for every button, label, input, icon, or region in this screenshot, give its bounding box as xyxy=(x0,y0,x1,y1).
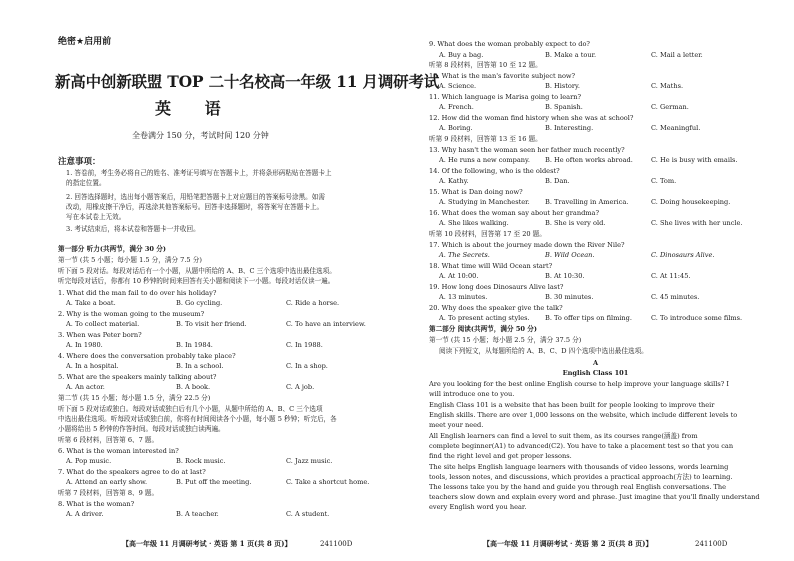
question-text: 18. What time will Wild Ocean start? xyxy=(429,262,553,270)
passage-line: will introduce one to you. xyxy=(429,390,515,398)
question-text: 5. What are the speakers mainly talking about? xyxy=(58,373,217,381)
option-b: B. Travelling in America. xyxy=(545,198,629,206)
option-b: B. To offer tips on filming. xyxy=(545,314,632,322)
option-a: A. French. xyxy=(439,103,474,111)
option-b: B. In a school. xyxy=(176,362,224,370)
question-text: 14. Of the following, who is the oldest? xyxy=(429,167,560,175)
option-b: B. Dan. xyxy=(545,177,570,185)
page-footer: 【高一年级 11 月调研考试 · 英语 第 2 页(共 8 页)】 xyxy=(483,539,653,548)
instruction-line: 听下面 5 段对话。每段对话后有一个小题，从题中所给的 A、B、C 三个选项中选出最佳选项。 xyxy=(58,267,336,275)
option-c: C. Doing housekeeping. xyxy=(651,198,731,206)
option-a: A. He runs a new company. xyxy=(439,156,531,164)
question-text: 11. Which language is Marisa going to learn? xyxy=(429,93,582,101)
note-line: 改动，用橡皮擦干净后，再选涂其他答案标号。回答非选择题时，将答案写在答题卡上。 xyxy=(66,203,324,211)
option-c: C. In a shop. xyxy=(286,362,328,370)
question-text: 13. Why hasn't the woman seen her father much recently? xyxy=(429,146,625,154)
exam-code: 241100D xyxy=(320,540,353,548)
group-heading: 听第 8 段材料，回答第 10 至 12 题。 xyxy=(429,61,542,69)
note-line: 2. 回答选择题时，选出每小题答案后，用铅笔把答题卡上对应题目的答案标号涂黑。如需 xyxy=(66,193,325,201)
instruction-line: 中选出最佳选项。听每段对话或独白前，你将有时间阅读各个小题，每小题 5 秒钟；听完后，各 xyxy=(58,415,337,423)
option-b: B. Wild Ocean. xyxy=(545,251,595,259)
question-text: 19. How long does Dinosaurs Alive last? xyxy=(429,283,564,291)
question-text: 1. What did the man fail to do over his holiday? xyxy=(58,289,217,297)
option-c: C. A job. xyxy=(286,383,315,391)
option-c: C. Mail a letter. xyxy=(651,51,703,59)
instruction-line: 听下面 5 段对话或独白。每段对话或独白后有几个小题，从题中所给的 A、B、C 三个选项 xyxy=(58,405,323,413)
part-heading: 第二部分 阅读(共两节，满分 50 分) xyxy=(429,325,538,333)
option-a: A. Boring. xyxy=(439,124,473,132)
part-heading: 第一部分 听力(共两节，满分 30 分) xyxy=(58,245,167,253)
passage-line: All English learners can find a level to suit them, as its courses range(涵盖) from xyxy=(429,432,698,440)
passage-line: meet your need. xyxy=(429,421,484,429)
option-c: C. To have an interview. xyxy=(286,320,366,328)
instruction-line: 阅读下列短文，从每题所给的 A、B、C、D 四个选项中选出最佳选项。 xyxy=(439,347,648,355)
note-line: 1. 答卷前，考生务必将自己的姓名、准考证号填写在答题卡上，并将条形码粘贴在答题卡上 xyxy=(66,169,332,177)
option-c: C. In 1988. xyxy=(286,341,323,349)
option-c: C. Dinosaurs Alive. xyxy=(651,251,715,259)
note-line: 3. 考试结束后，将本试卷和答题卡一并收回。 xyxy=(66,225,200,233)
option-a: A. The Secrets. xyxy=(439,251,490,259)
passage-line: find the right level and get proper lessons. xyxy=(429,452,572,460)
passage-line: The site helps English language learners with thousands of video lessons, words learning xyxy=(429,463,729,471)
passage-line: every English word you hear. xyxy=(429,503,527,511)
group-heading: 听第 6 段材料，回答第 6、7 题。 xyxy=(58,436,159,444)
option-b: B. Go cycling. xyxy=(176,299,223,307)
question-text: 16. What does the woman say about her grandma? xyxy=(429,209,600,217)
option-b: B. Interesting. xyxy=(545,124,594,132)
section-heading: 第一节 (共 15 小题；每小题 2.5 分，满分 37.5 分) xyxy=(429,336,582,344)
group-heading: 听第 10 段材料，回答第 17 至 20 题。 xyxy=(429,230,546,238)
option-a: A. In 1980. xyxy=(66,341,103,349)
passage-letter: A xyxy=(592,359,599,367)
question-text: 7. What do the speakers agree to do at last? xyxy=(58,468,206,476)
confidential-label: 绝密★启用前 xyxy=(58,37,112,47)
option-b: B. At 10:30. xyxy=(545,272,585,280)
option-a: A. To present acting styles. xyxy=(439,314,530,322)
option-a: A. Attend an early show. xyxy=(66,478,148,486)
option-b: B. In 1984. xyxy=(176,341,213,349)
option-a: A. 13 minutes. xyxy=(439,293,488,301)
group-heading: 听第 7 段材料，回答第 8、9 题。 xyxy=(58,489,159,497)
question-text: 3. When was Peter born? xyxy=(58,331,142,339)
option-a: A. To collect material. xyxy=(66,320,140,328)
group-heading: 听第 9 段材料，回答第 13 至 16 题。 xyxy=(429,135,542,143)
question-text: 12. How did the woman find history when she was at school? xyxy=(429,114,634,122)
option-c: C. At 11:45. xyxy=(651,272,691,280)
option-a: A. A driver. xyxy=(66,510,104,518)
option-c: C. Maths. xyxy=(651,82,684,90)
section-heading: 第一节 (共 5 小题；每小题 1.5 分，满分 7.5 分) xyxy=(58,256,202,264)
option-c: C. 45 minutes. xyxy=(651,293,700,301)
option-a: A. An actor. xyxy=(66,383,105,391)
option-a: A. Science. xyxy=(439,82,477,90)
question-text: 10. What is the man's favorite subject now? xyxy=(429,72,576,80)
option-c: C. To introduce some films. xyxy=(651,314,743,322)
instruction-line: 听完每段对话后，你都有 10 秒钟的时间来回答有关小题和阅读下一小题。每段对话仅读一遍。 xyxy=(58,277,335,285)
passage-line: English skills. There are over 1,000 lessons on the website, which include different levels to xyxy=(429,411,738,419)
note-line: 的指定位置。 xyxy=(66,179,106,187)
exam-page-2 xyxy=(397,0,794,561)
option-b: B. 30 minutes. xyxy=(545,293,594,301)
passage-line: teachers slow down and explain every word and phrase. Just imagine that you'll finally understand xyxy=(429,493,760,501)
question-text: 6. What is the woman interested in? xyxy=(58,447,179,455)
note-line: 写在本试卷上无效。 xyxy=(66,213,126,221)
option-b: B. She is very old. xyxy=(545,219,606,227)
question-text: 20. Why does the speaker give the talk? xyxy=(429,304,563,312)
option-b: B. Spanish. xyxy=(545,103,583,111)
option-a: A. Kathy. xyxy=(439,177,469,185)
passage-line: tools, lesson notes, and discussions, which provides a practical approach(方法) to learning. xyxy=(429,473,733,481)
option-c: C. German. xyxy=(651,103,689,111)
question-text: 8. What is the woman? xyxy=(58,500,135,508)
passage-line: English Class 101 is a website that has been built for people looking to improve their xyxy=(429,401,715,409)
passage-line: Are you looking for the best online English course to help improve your language skills? I xyxy=(429,380,729,388)
section-heading: 第二节 (共 15 小题；每小题 1.5 分，满分 22.5 分) xyxy=(58,394,211,402)
notes-heading: 注意事项： xyxy=(58,157,101,167)
question-text: 2. Why is the woman going to the museum? xyxy=(58,310,205,318)
option-b: B. He often works abroad. xyxy=(545,156,633,164)
option-c: C. Ride a horse. xyxy=(286,299,340,307)
exam-code: 241100D xyxy=(695,540,728,548)
option-b: B. Put off the meeting. xyxy=(176,478,252,486)
option-a: A. Buy a bag. xyxy=(439,51,484,59)
option-b: B. A book. xyxy=(176,383,211,391)
passage-title: English Class 101 xyxy=(562,369,629,377)
instruction-line: 小题将给出 5 秒钟的作答时间。每段对话或独白读两遍。 xyxy=(58,425,225,433)
passage-line: The lessons take you by the hand and guide you through real English conversations. The xyxy=(429,483,727,491)
score-info: 全卷满分 150 分，考试时间 120 分钟 xyxy=(132,131,269,140)
subject-title: 英 语 xyxy=(155,99,235,118)
question-text: 17. Which is about the journey made down the River Nile? xyxy=(429,241,625,249)
page-footer: 【高一年级 11 月调研考试 · 英语 第 1 页(共 8 页)】 xyxy=(122,539,292,548)
option-b: B. Make a tour. xyxy=(545,51,597,59)
option-b: B. History. xyxy=(545,82,580,90)
option-c: C. Take a shortcut home. xyxy=(286,478,370,486)
question-text: 4. Where does the conversation probably take place? xyxy=(58,352,236,360)
option-b: B. To visit her friend. xyxy=(176,320,247,328)
option-a: A. Studying in Manchester. xyxy=(439,198,530,206)
option-a: A. Take a boat. xyxy=(66,299,116,307)
option-a: A. She likes walking. xyxy=(439,219,509,227)
exam-title: 新高中创新联盟 TOP 二十名校高一年级 11 月调研考试 xyxy=(55,72,440,91)
question-text: 9. What does the woman probably expect to do? xyxy=(429,40,590,48)
option-c: C. Tom. xyxy=(651,177,677,185)
option-c: C. Jazz music. xyxy=(286,457,333,465)
question-text: 15. What is Dan doing now? xyxy=(429,188,523,196)
option-c: C. She lives with her uncle. xyxy=(651,219,743,227)
option-c: C. Meaningful. xyxy=(651,124,701,132)
option-a: A. Pop music. xyxy=(66,457,112,465)
option-c: C. He is busy with emails. xyxy=(651,156,738,164)
option-a: A. At 10:00. xyxy=(439,272,479,280)
option-c: C. A student. xyxy=(286,510,330,518)
passage-line: complete beginner(A1) to advanced(C2). You have to take a placement test so that you can xyxy=(429,442,734,450)
option-b: B. Rock music. xyxy=(176,457,226,465)
option-a: A. In a hospital. xyxy=(66,362,119,370)
option-b: B. A teacher. xyxy=(176,510,219,518)
